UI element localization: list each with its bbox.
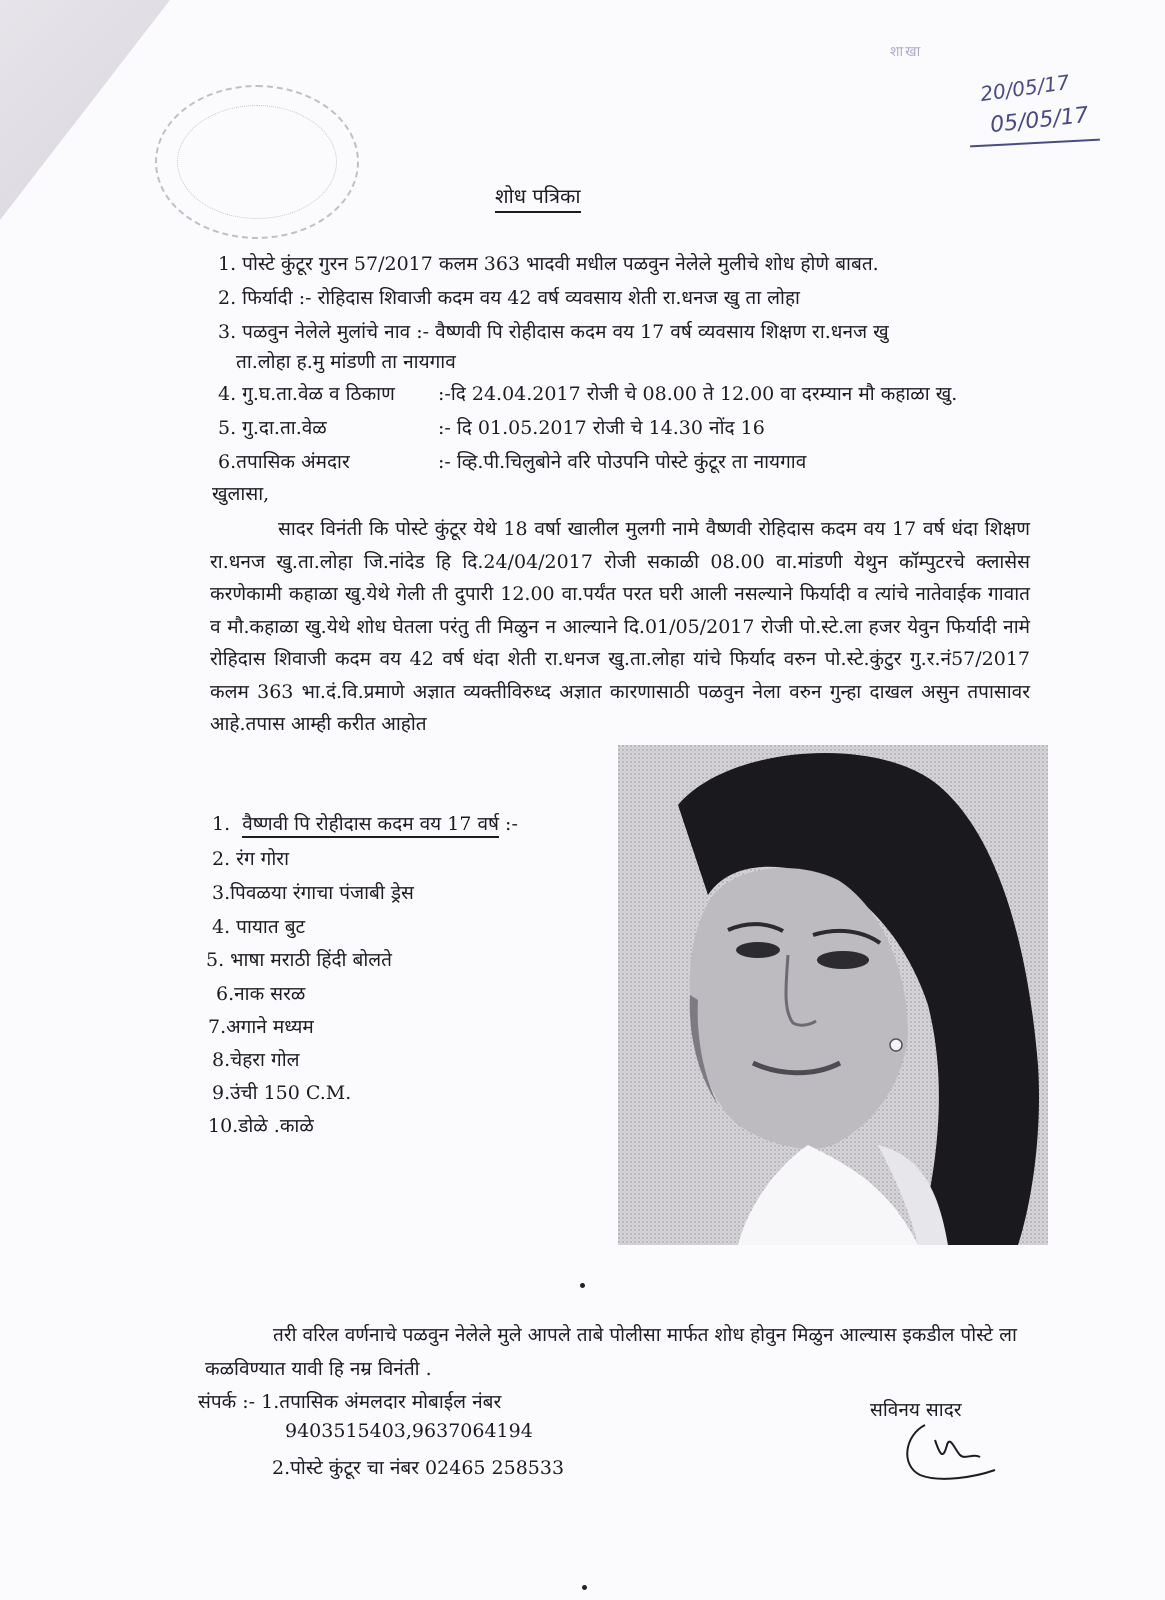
description-item: 9.उंची 150 C.M.	[212, 1082, 352, 1104]
khulasa-label: खुलासा,	[212, 483, 270, 505]
contact-line-1: संपर्क :- 1.तपासिक अंमलदार मोबाईल नंबर	[198, 1391, 502, 1413]
signature-mark	[895, 1415, 1005, 1485]
header-item-3-cont: ता.लोहा ह.मु मांडणी ता नायगाव	[236, 351, 456, 373]
sign-off: सविनय सादर	[870, 1399, 962, 1421]
receipt-stamp: शाखा 20/05/17 05/05/17	[860, 40, 1110, 150]
receipt-date-1: 20/05/17	[978, 69, 1072, 107]
description-item: 4. पायात बुट	[212, 916, 306, 938]
office-stamp	[155, 85, 359, 239]
summary-paragraph: सादर विनंती कि पोस्टे कुंटूर येथे 18 वर्षा खालील मुलगी नामे वैष्णवी रोहिदास कदम वय 17 वर्ष धंदा शिक्षण रा.धनज खु.ता.लोहा जि.नांदेड हि दि.24/04/2017 रोजी सकाळी 08.00 वा.मांडणी येथुन कॉम्पुटरचे क्लासेस करणेकामी कहाळा खु.येथे गेली ती दुपारी 12.00 वा.पर्यंत परत घरी आली नसल्याने फिर्यादी व त्यांचे नातेवाईक गावात व मौ.कहाळा खु.येथे शोध घेतला परंतु ती मिळुन न आल्याने दि.01/05/2017 रोजी पो.स्टे.ला हजर येवुन फिर्यादी नामे रोहिदास शिवाजी कदम वय 42 वर्ष धंदा शेती रा.धनज खु.ता.लोहा यांचे फिर्याद वरुन पो.स्टे.कुंटुर गु.र.नं57/2017 कलम 363 भा.दं.वि.प्रमाणे अज्ञात व्यक्तीविरुध्द अज्ञात कारणासाठी पळवुन नेला वरुन गुन्हा दाखल असुन तपासावर आहे.तपास आम्ही करीत आहोत	[210, 518, 1030, 735]
header-item-2: 2. फिर्यादी :- रोहिदास शिवाजी कदम वय 42 वर्ष व्यवसाय शेती रा.धनज खु ता लोहा	[218, 287, 800, 309]
detail-row-6: 6.तपासिक अंमदार :- व्हि.पी.चिलुबोने वरि पोउपनि पोस्टे कुंटूर ता नायगाव	[218, 451, 807, 473]
description-item: 7.अगाने मध्यम	[208, 1016, 314, 1038]
receipt-date-2: 05/05/17	[988, 102, 1090, 139]
description-item: 10.डोळे .काळे	[208, 1115, 314, 1137]
contact-phone-numbers: 9403515403,9637064194	[285, 1420, 533, 1442]
description-item: 2. रंग गोरा	[212, 848, 289, 870]
contact-line-3: 2.पोस्टे कुंटूर चा नंबर 02465 258533	[272, 1457, 565, 1479]
detail-row-5: 5. गु.दा.ता.वेळ :- दि 01.05.2017 रोजी चे 14.30 नोंद 16	[218, 417, 765, 439]
description-item: 6.नाक सरळ	[216, 983, 306, 1005]
detail-row-4: 4. गु.घ.ता.वेळ व ठिकाण :-दि 24.04.2017 रोजी चे 08.00 ते 12.00 वा दरम्यान मौ कहाळा खु.	[218, 383, 958, 405]
document-title: शोध पत्रिका	[495, 182, 581, 213]
missing-person-photo	[618, 745, 1048, 1245]
description-head: 1. वैष्णवी पि रोहीदास कदम वय 17 वर्ष :-	[212, 810, 518, 836]
description-item: 5. भाषा मराठी हिंदी बोलते	[206, 949, 392, 971]
header-item-3: 3. पळवुन नेलेले मुलांचे नाव :- वैष्णवी पि रोहीदास कदम वय 17 वर्ष व्यवसाय शिक्षण रा.धनज खु	[218, 321, 889, 343]
description-item: 8.चेहरा गोल	[212, 1049, 300, 1071]
closing-request: तरी वरिल वर्णनाचे पळवुन नेलेले मुले आपले ताबे पोलीसा मार्फत शोध होवुन मिळुन आल्यास इकडील पोस्टे ला कळविण्यात यावी हि नम्र विनंती .	[205, 1324, 1017, 1380]
header-item-1: 1. पोस्टे कुंटूर गुरन 57/2017 कलम 363 भादवी मधील पळवुन नेलेले मुलीचे शोध होणे बाबत.	[218, 253, 879, 275]
description-item: 3.पिवळया रंगाचा पंजाबी ड्रेस	[212, 882, 414, 904]
